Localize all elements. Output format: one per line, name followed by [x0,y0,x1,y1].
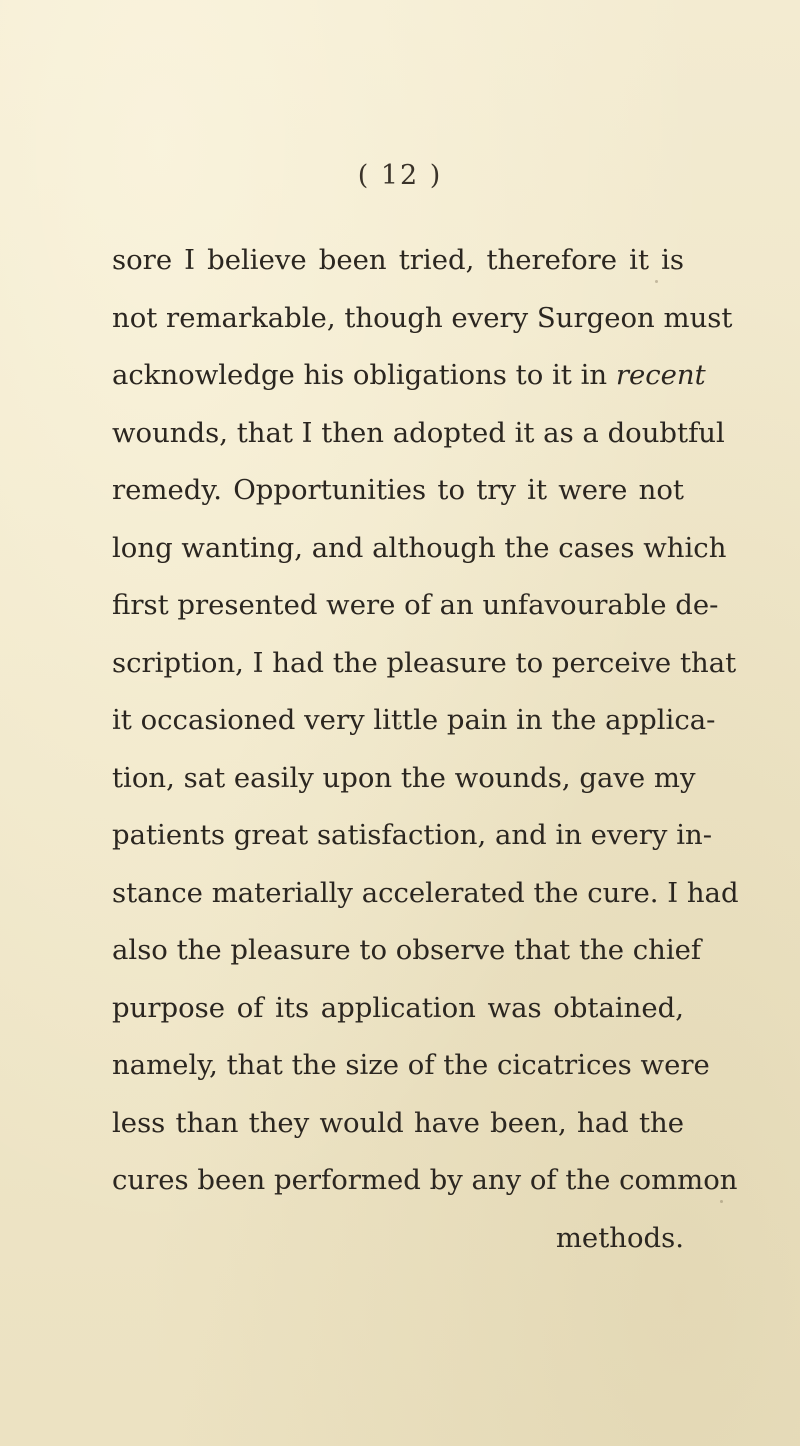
body-text [112,232,739,1267]
text-line: stance materially accelerated the cure. I had [112,876,739,909]
italic-word: recent [615,359,706,391]
text-line: remedy. Opportunities to try it were not [112,474,684,506]
text-line: it occasioned very little pain in the applica- [112,704,716,736]
text-line: less than they would have been, had the [112,1106,684,1139]
text-line: not remarkable, though every Surgeon must [112,301,733,334]
text-line: first presented were of an unfavourable de- [112,589,719,621]
text-line: tion, sat easily upon the wounds, gave my [112,761,696,794]
page-number: ( 12 ) [357,160,443,191]
text-line: purpose of its application was obtained, [112,991,684,1024]
text-line: namely, that the size of the cicatrices were [112,1049,710,1081]
text-line-part: acknowledge his obligations to it in [112,359,616,391]
text-line: patients great satisfaction, and in every in- [112,819,712,851]
text-line: scription, I had the pleasure to perceive that [112,646,737,679]
text-line [112,347,706,405]
text-line: also the pleasure to observe that the chief [112,934,702,966]
paper-speck [720,1200,723,1203]
text-line: methods. [555,1221,684,1254]
text-line: long wanting, and although the cases which [112,531,727,564]
text-line: cures been performed by any of the common [112,1164,738,1196]
text-line: wounds, that I then adopted it as a doubtful [112,416,725,449]
text-line: sore I believe been tried, therefore it is [112,244,684,276]
